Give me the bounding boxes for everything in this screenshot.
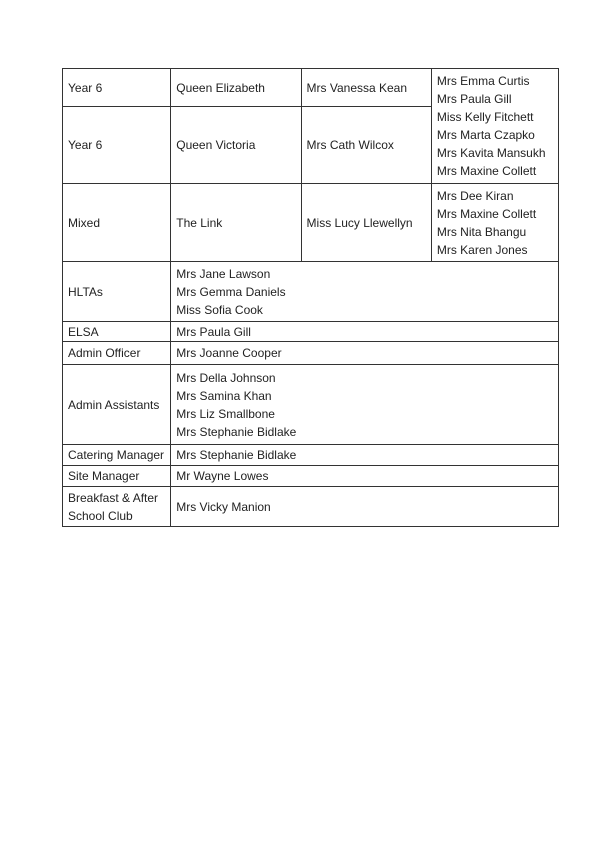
role-cell: HLTAs [63, 262, 171, 322]
names-cell: Mrs Stephanie Bidlake [171, 445, 559, 466]
role-cell: Admin Officer [63, 342, 171, 365]
teaching-assistants-cell [431, 69, 558, 184]
assistant-name: Mrs Maxine Collett [436, 164, 537, 178]
assistant-name: Mrs Emma Curtis [436, 74, 530, 88]
year-group-cell: Mixed [63, 184, 171, 262]
table-row-catering-manager [63, 445, 559, 466]
names-cell: Mrs Paula Gill [171, 322, 559, 342]
staff-name: Mrs Samina Khan [176, 388, 272, 403]
table-row-elsa [63, 322, 559, 342]
names-cell [171, 262, 559, 322]
class-name-cell: Queen Victoria [171, 107, 301, 184]
teacher-cell: Miss Lucy Llewellyn [301, 184, 431, 262]
class-name-cell: Queen Elizabeth [171, 69, 301, 107]
assistant-name: Miss Kelly Fitchett [436, 110, 534, 124]
class-name-cell: The Link [171, 184, 301, 262]
staff-name: Mrs Gemma Daniels [176, 284, 286, 299]
staff-name: Mrs Della Johnson [176, 370, 276, 385]
staff-name: Miss Sofia Cook [176, 302, 263, 317]
role-cell: Admin Assistants [63, 365, 171, 445]
table-row-hltas [63, 262, 559, 322]
staff-name: Mrs Stephanie Bidlake [176, 424, 297, 439]
staff-name: Mrs Jane Lawson [176, 266, 271, 281]
teaching-assistants-cell [431, 184, 558, 262]
names-cell: Mrs Joanne Cooper [171, 342, 559, 365]
role-cell: Site Manager [63, 466, 171, 487]
teacher-cell: Mrs Cath Wilcox [301, 107, 431, 184]
names-cell [171, 365, 559, 445]
table-row-breakfast-club [63, 487, 559, 527]
assistant-name: Mrs Nita Bhangu [436, 224, 527, 239]
assistant-name: Mrs Kavita Mansukh [436, 146, 546, 160]
role-cell [63, 487, 171, 527]
table-row-the-link [63, 184, 559, 262]
year-group-cell: Year 6 [63, 69, 171, 107]
role-line: School Club [68, 508, 133, 523]
table-row-admin-officer [63, 342, 559, 365]
staff-name: Mrs Liz Smallbone [176, 406, 275, 421]
teacher-cell: Mrs Vanessa Kean [301, 69, 431, 107]
table-row-site-manager [63, 466, 559, 487]
year-group-cell: Year 6 [63, 107, 171, 184]
assistant-name: Mrs Dee Kiran [436, 188, 514, 203]
role-cell: ELSA [63, 322, 171, 342]
table-row-admin-assistants [63, 365, 559, 445]
role-cell: Catering Manager [63, 445, 171, 466]
assistant-name: Mrs Maxine Collett [436, 206, 537, 221]
role-line: Breakfast & After [68, 490, 159, 505]
names-cell: Mr Wayne Lowes [171, 466, 559, 487]
staff-table [62, 68, 559, 527]
table-row-queen-elizabeth [63, 69, 559, 107]
names-cell: Mrs Vicky Manion [171, 487, 559, 527]
assistant-name: Mrs Karen Jones [436, 242, 528, 257]
assistant-name: Mrs Marta Czapko [436, 128, 535, 142]
assistant-name: Mrs Paula Gill [436, 92, 512, 106]
